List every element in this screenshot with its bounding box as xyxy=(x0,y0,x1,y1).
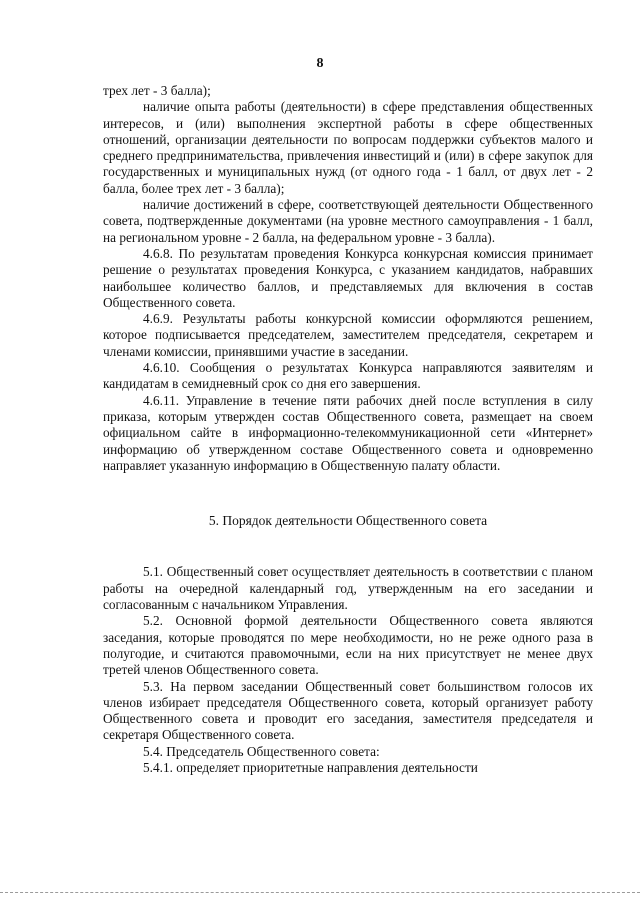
page-number: 8 xyxy=(316,56,324,71)
scan-edge-line xyxy=(0,892,640,893)
paragraph: наличие достижений в сфере, соответствующей деятельности Общественного совета, подтвержденные документами (на уровне местного самоуправления - 1 балл, на региональном уровне - 2 балла, на федеральном уровне - 3 балла). xyxy=(103,197,593,245)
paragraph: 4.6.9. Результаты работы конкурсной комиссии оформляются решением, которое подписывается председателем, заместителем председателя, секретарем и членами комиссии, принявшими участие в заседании. xyxy=(103,311,593,359)
paragraphs-before-section xyxy=(103,83,593,474)
paragraphs-after-section xyxy=(103,564,593,776)
paragraph: трех лет - 3 балла); xyxy=(103,83,211,98)
paragraph: 4.6.8. По результатам проведения Конкурса конкурсная комиссия принимает решение о результатах проведения Конкурса, с указанием кандидатов, набравших наибольшее количество баллов, и представляемых для включения в состав Общественного совета. xyxy=(103,245,593,310)
paragraph: 5.3. На первом заседании Общественный совет большинством голосов их членов избирает председателя Общественного совета, который организует работу Общественного совета и проводит его заседания, заместителя председателя и секретаря Общественного совета. xyxy=(103,678,593,743)
paragraph: 4.6.11. Управление в течение пяти рабочих дней после вступления в силу приказа, которым утвержден состав Общественного совета, размещает на своем официальном сайте в информационно-телекоммуникационной сети «Интернет» информацию об утвержденном составе Общественного совета и одновременно направляет указанную информацию в Общественную палату области. xyxy=(103,392,593,473)
paragraph: 5.1. Общественный совет осуществляет деятельность в соответствии с планом работы на очередной календарный год, утвержденным на его заседании и согласованным с начальником Управления. xyxy=(103,564,593,613)
paragraph: наличие опыта работы (деятельности) в сфере представления общественных интересов, и (или) выполнения экспертной работы в сфере общественных отношений, организации деятельности по вопросам поддержки субъектов малого и среднего предпринимательства, привлечения инвестиций и (или) в сфере закупок для государственных и муниципальных нужд (от одного года - 1 балл, от двух лет - 2 балла, более трех лет - 3 балла); xyxy=(103,99,593,196)
paragraph: 5.4. Председатель Общественного совета: xyxy=(143,743,380,759)
paragraph: 5.2. Основной формой деятельности Общественного совета являются заседания, которые проводятся по мере необходимости, но не реже одного раза в полугодие, и считаются правомочными, если на них присутствует не менее двух третей членов Общественного совета. xyxy=(103,613,593,678)
paragraph: 5.4.1. определяет приоритетные направления деятельности xyxy=(143,759,478,775)
paragraph: 4.6.10. Сообщения о результатах Конкурса направляются заявителям и кандидатам в семидневный срок со дня его завершения. xyxy=(103,360,593,392)
section-heading: 5. Порядок деятельности Общественного совета xyxy=(208,513,488,529)
document-body xyxy=(103,83,593,776)
